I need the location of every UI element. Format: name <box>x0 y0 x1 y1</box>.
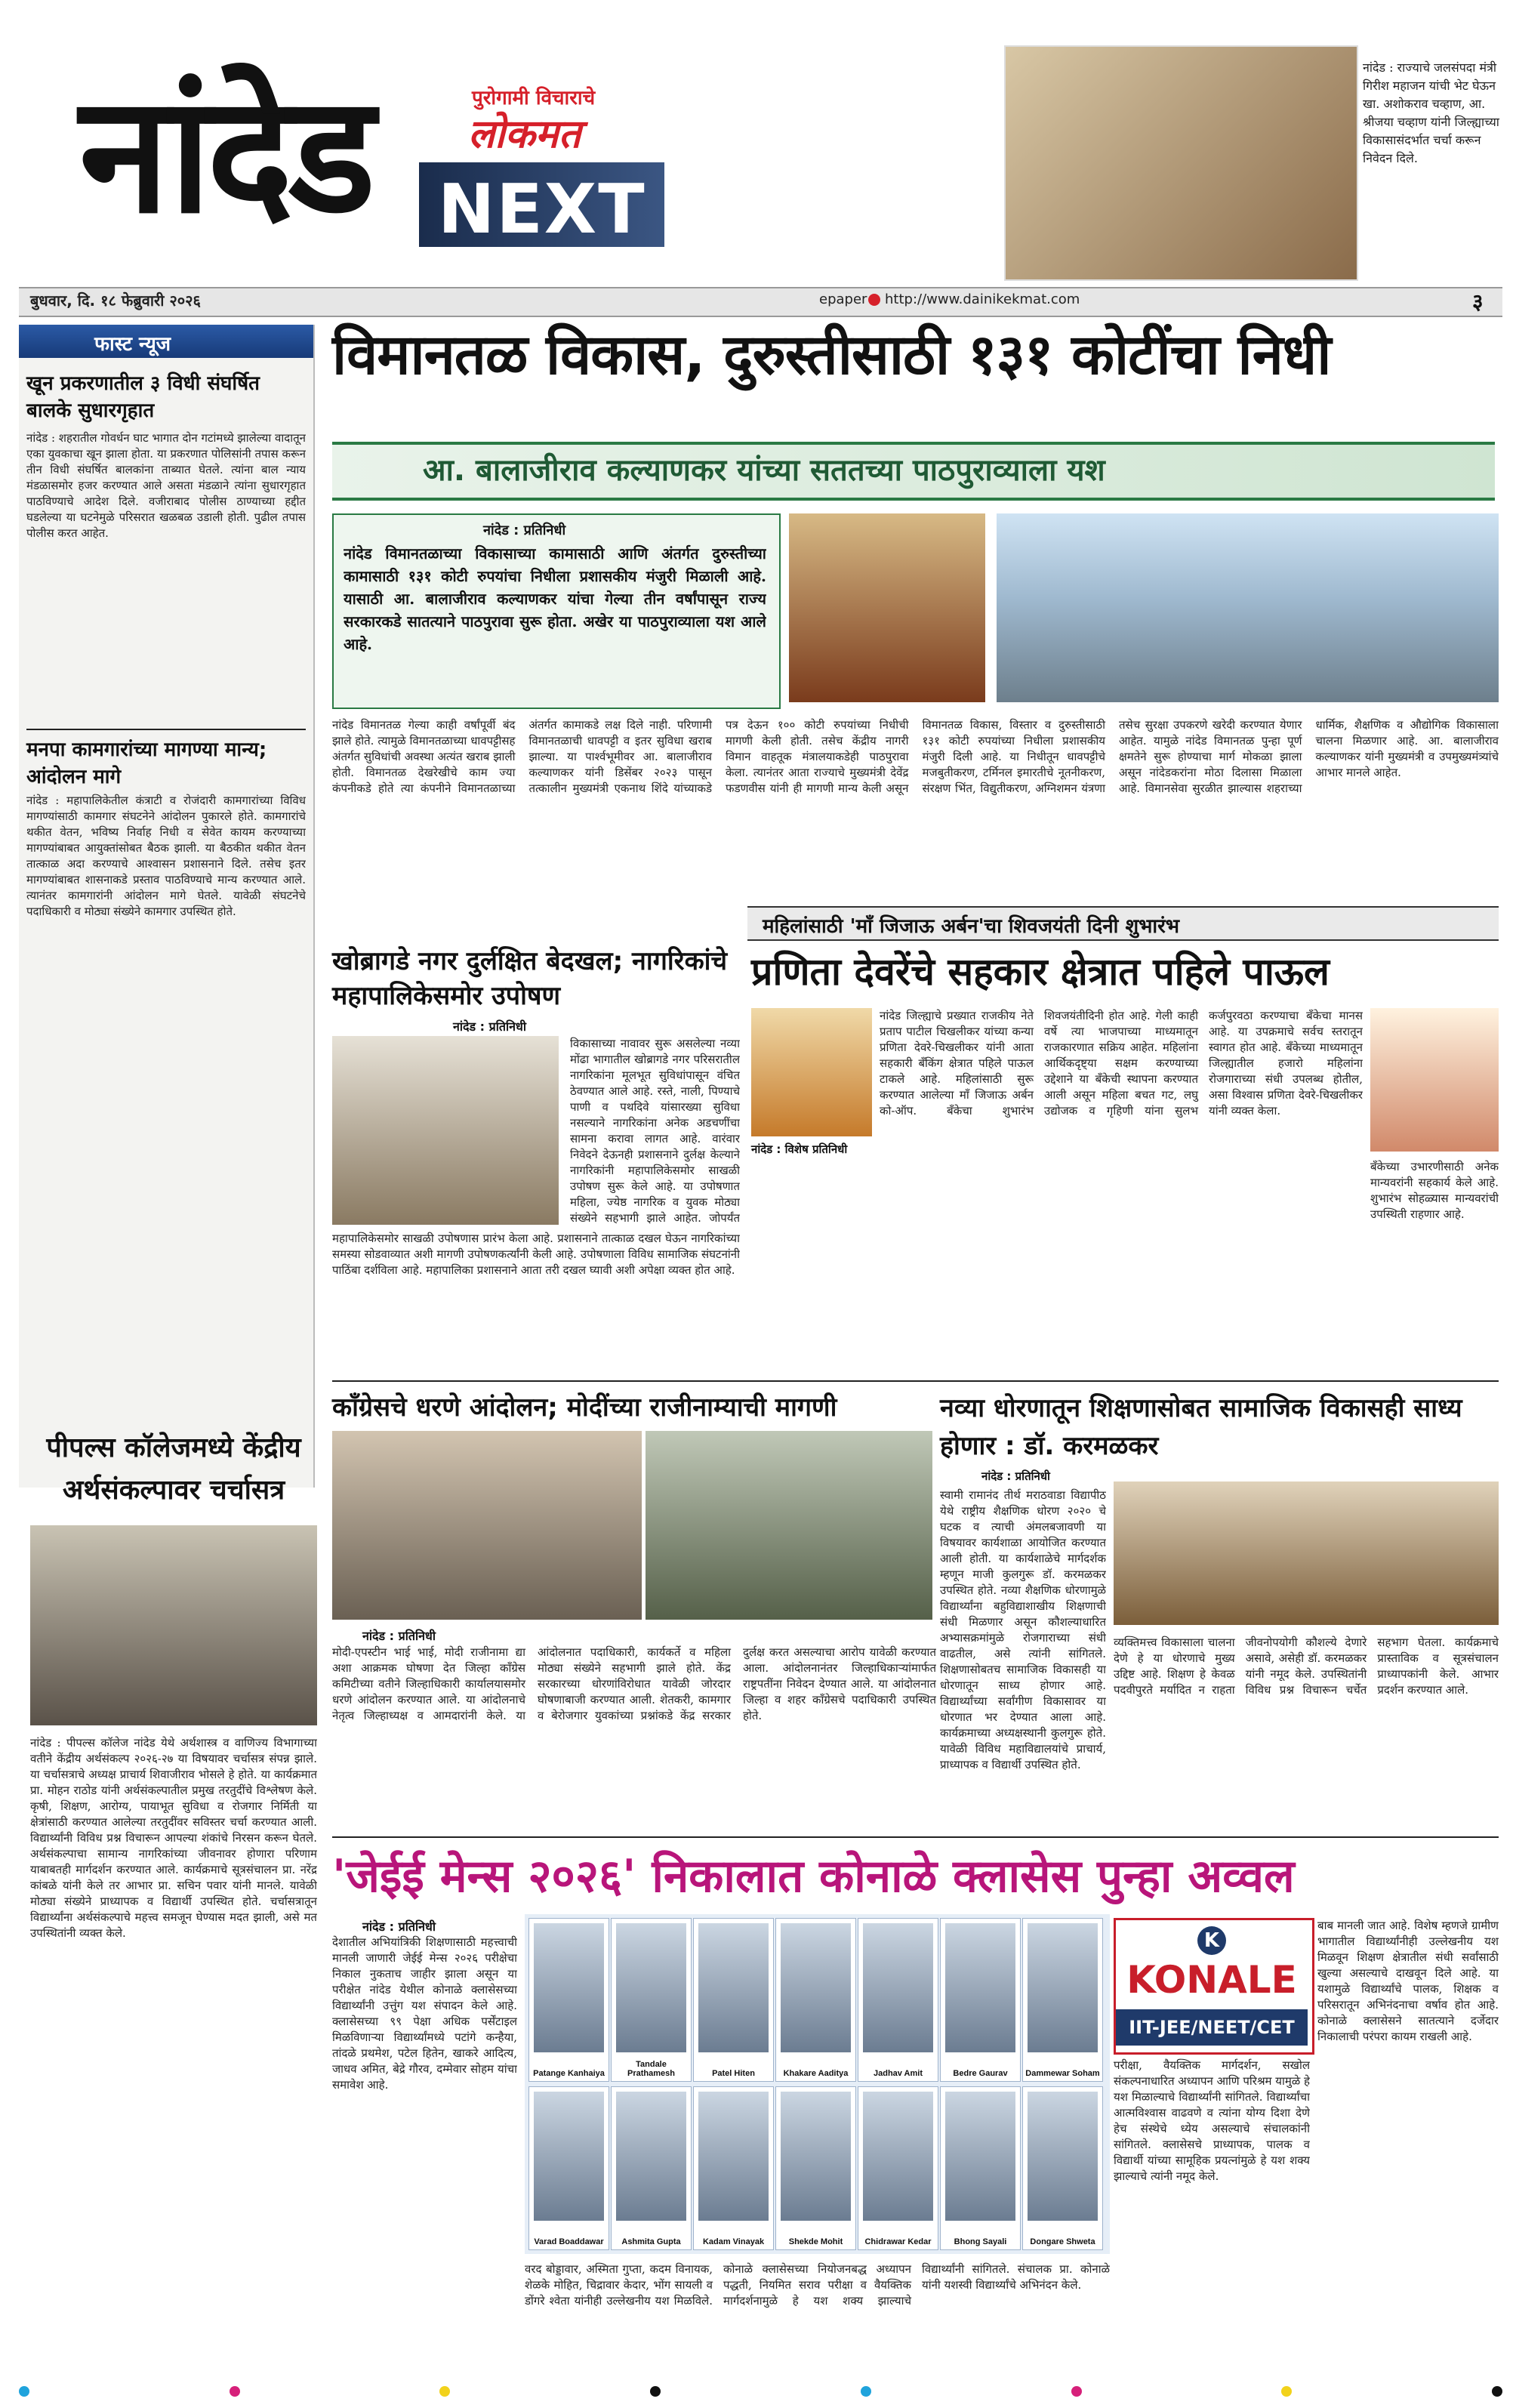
lead-headline: विमानतळ विकास, दुरुस्तीसाठी १३१ कोटींचा निधी <box>332 322 1331 387</box>
student-name: Bedre Gaurav <box>953 2069 1008 2078</box>
masthead-next <box>419 162 664 247</box>
congress-headline: काँग्रेसचे धरणे आंदोलन; मोदींच्या राजीनाम्याची मागणी <box>332 1392 837 1423</box>
student-card <box>693 1918 774 2082</box>
student-card <box>1022 2086 1103 2250</box>
student-name: Tandale Prathamesh <box>627 2060 675 2078</box>
student-photo <box>863 2092 933 2221</box>
congress-protest-photo <box>332 1431 642 1620</box>
jijau-photo <box>751 1008 872 1136</box>
jee-headline: 'जेईई मेन्स २०२६' निकालात कोनाळे क्लासेस पुन्हा अव्वल <box>332 1850 1295 1903</box>
fast-news-1-title: खून प्रकरणातील ३ विधी संघर्षित बालके सुधारगृहात <box>26 372 260 422</box>
student-photo <box>945 2092 1015 2221</box>
student-name: Dongare Shweta <box>1030 2237 1095 2246</box>
student-card <box>528 2086 609 2250</box>
divider <box>332 1836 1499 1838</box>
date-bar <box>19 287 1502 317</box>
epaper-url[interactable]: http://www.dainikekmat.com <box>885 291 1080 307</box>
khobragade-body-cont: महापालिकेसमोर साखळी उपोषणास प्रारंभ केला आहे. प्रशासनाने तात्काळ दखल घेऊन नागरिकांच्या समस्या सोडवाव्यात अशी मागणी उपोषणकर्त्यांनी केली आहे. उपोषणाला विविध सामाजिक संघटनांनी पाठिंबा दर्शविला आहे. महापालिका प्रशासनाने आता तरी दखल घ्यावी अशी अपेक्षा व्यक्त होत आहे. <box>332 1232 740 1277</box>
khobragade-body: विकासाच्या नावावर सुरू असलेल्या नव्या मोंढा भागातील खोब्रागडे नगर परिसरातील नागरिकांना मूलभूत सुविधांपासून वंचित ठेवण्यात आले आहे. रस्ते, नाली, पिण्याचे पाणी व पथदिवे यांसारख्या सुविधा नसल्याने नागरिकांना अनेक अडचणींचा सामना करावा लागत आहे. वारंवार निवेदने देऊनही प्रशासनाने दुर्लक्ष केल्याने नागरिकांनी महापालिकेसमोर साखळी उपोषण सुरू केले आहे. या उपोषणात महिला, ज्येष्ठ नागरिक व युवक मोठ्या संख्येने सहभागी झाले आहेत. जोपर्यंत <box>570 1037 740 1225</box>
airport-photo <box>997 513 1499 702</box>
shikshan-body: स्वामी रामानंद तीर्थ मराठवाडा विद्यापीठ येथे राष्ट्रीय शैक्षणिक धोरण २०२० चे घटक व त्याची अंमलबजावणी या विषयावर कार्यशाळा आयोजित करण्यात आली होती. या कार्यशाळेचे मार्गदर्शक म्हणून माजी कुलगुरू डॉ. करमळकर उपस्थित होते. नव्या शैक्षणिक धोरणामुळे विद्यार्थ्यांना बहुविद्याशाखीय शिक्षणाची संधी मिळणार असून कौशल्याधारित अभ्यासक्रमांमुळे रोजगाराच्या संधी वाढतील, असे त्यांनी सांगितले. शिक्षणासोबतच सामाजिक विकासही या धोरणातून साध्य होणार आहे. विद्यार्थ्यांच्या सर्वांगीण विकासावर या धोरणात भर देण्यात आला आहे. कार्यक्रमाच्या अध्यक्षस्थानी कुलगुरू होते. यावेळी विविध महाविद्यालयांचे प्राचार्य, प्राध्यापक व विद्यार्थी उपस्थित होते. <box>940 1488 1106 1771</box>
student-photo <box>1028 1923 1098 2052</box>
shikshan-dateline: नांदेड : प्रतिनिधी <box>981 1469 1050 1483</box>
epaper-icon <box>868 294 880 306</box>
jee-body-far: बाब मानली जात आहे. विशेष म्हणजे ग्रामीण भागातील विद्यार्थ्यांनीही उल्लेखनीय यश मिळवून शिक्षण क्षेत्रातील संधी सर्वांसाठी खुल्या असल्याचे दाखवून दिले आहे. या यशामुळे विद्यार्थ्यांचे पालक, शिक्षक व परिसरातून अभिनंदनाचा वर्षाव होत आहे. कोनाळे क्लासेसने सातत्याने दर्जेदार निकालाची परंपरा कायम राखली आहे. <box>1317 1919 1499 2043</box>
jee-body-left: देशातील अभियांत्रिकी शिक्षणासाठी महत्त्वाची मानली जाणारी जेईई मेन्स २०२६ परीक्षेचा निकाल नुकताच जाहीर झाला असून या परीक्षेत नांदेड येथील कोनाळे क्लासेसच्या विद्यार्थ्यांनी उत्तुंग यश संपादन केले आहे. क्लासेसच्या ९९ पेक्षा अधिक पर्सेंटाइल मिळविणाऱ्या विद्यार्थ्यांमध्ये पटांगे कन्हैया, तांदळे प्रथमेश, पटेल हितेन, खाकरे आदित्य, जाधव अमित, बेद्रे गौरव, दम्मेवार सोहम यांचा समावेश आहे. <box>332 1935 517 2092</box>
student-photo <box>616 2092 686 2221</box>
pranita-body: नांदेड जिल्ह्याचे प्रख्यात राजकीय नेते प्रताप पाटील चिखलीकर यांच्या कन्या प्रणिता देवरे-चिखलीकर यांनी आता सहकारी बँकिंग क्षेत्रात पहिले पाऊल टाकले आहे. महिलांसाठी सुरू करण्यात आलेल्या माँ जिजाऊ अर्बन को-ऑप. बँकेचा शुभारंभ शिवजयंतीदिनी होत आहे. गेली काही वर्षे त्या भाजपाच्या माध्यमातून राजकारणात सक्रिय आहेत. महिलांना आर्थिकदृष्ट्या सक्षम करण्याच्या उद्देशाने या बँकेची स्थापना करण्यात आली असून महिला बचत गट, लघु उद्योजक व गृहिणी यांना सुलभ कर्जपुरवठा करण्याचा बँकेचा मानस आहे. या उपक्रमाचे सर्वच स्तरातून स्वागत होत आहे. बँकेच्या माध्यमातून जिल्ह्यातील हजारो महिलांना रोजगाराच्या संधी उपलब्ध होतील, असा विश्वास प्रणिता देवरे-चिखलीकर यांनी व्यक्त केला. <box>880 1009 1363 1118</box>
student-photo <box>945 1923 1015 2052</box>
student-card <box>528 1918 609 2082</box>
fast-news-1-body: नांदेड : शहरातील गोवर्धन घाट भागात दोन गटांमध्ये झालेल्या वादातून एका युवकाचा खून झाला होता. या प्रकरणात पोलिसांनी तपास करून तीन विधी संघर्षित बालकांना ताब्यात घेतले. त्यांना बाल न्याय मंडळासमोर हजर करण्यात आले असता मंडळाने त्यांना सुधारगृहात पाठविण्याचे आदेश दिले. वजीराबाद पोलीस ठाण्याच्या हद्दीत घडलेल्या या घटनेमुळे परिसरात खळबळ उडाली होती. पुढील तपास पोलीस करत आहेत. <box>26 431 306 540</box>
congress-body: मोदी-एपस्टीन भाई भाई, मोदी राजीनामा द्या अशा आक्रमक घोषणा देत जिल्हा काँग्रेस कमिटीच्या वतीने जिल्हाधिकारी कार्यालयासमोर धरणे आंदोलन करण्यात आले. या आंदोलनाचे नेतृत्व जिल्हाध्यक्ष व आमदारांनी केले. या आंदोलनात पदाधिकारी, कार्यकर्ते व महिला मोठ्या संख्येने सहभागी झाले होते. केंद्र सरकारच्या धोरणांविरोधात यावेळी जोरदार घोषणाबाजी करण्यात आली. शेतकरी, कामगार व बेरोजगार युवकांच्या प्रश्नांकडे केंद्र सरकार दुर्लक्ष करत असल्याचा आरोप यावेळी करण्यात आला. आंदोलनानंतर जिल्हाधिकाऱ्यांमार्फत राष्ट्रपतींना निवेदन देण्यात आले. या आंदोलनात जिल्हा व शहर काँग्रेसचे पदाधिकारी उपस्थित होते. <box>332 1645 936 1722</box>
masthead-city: नांदेड <box>79 60 371 249</box>
mla-portrait-photo <box>789 513 985 702</box>
student-name: Bhong Sayali <box>954 2237 1007 2246</box>
congress-dateline: नांदेड : प्रतिनिधी <box>362 1629 436 1643</box>
lead-subhead: आ. बालाजीराव कल्याणकर यांच्या सततच्या पाठपुराव्याला यश <box>423 453 1105 488</box>
top-photo-caption: नांदेड : राज्याचे जलसंपदा मंत्री गिरीश महाजन यांची भेट घेऊन खा. अशोकराव चव्हाण, आ. श्रीजया चव्हाण यांनी जिल्ह्याच्या विकासासंदर्भात चर्चा करून निवेदन दिले. <box>1363 60 1499 165</box>
masthead-brand: लोकमत <box>468 112 581 157</box>
pranita-body-cont: बँकेच्या उभारणीसाठी अनेक मान्यवरांनी सहकार्य केले आहे. शुभारंभ सोहळ्यास मान्यवरांची उपस्थिती राहणार आहे. <box>1370 1160 1499 1221</box>
student-card <box>775 1918 856 2082</box>
konale-brand: KONALE <box>1126 1958 1297 2002</box>
next-logo-text: NEXT <box>438 170 646 249</box>
student-card <box>1022 1918 1103 2082</box>
khobragade-dateline: नांदेड : प्रतिनिधी <box>453 1019 526 1034</box>
student-card <box>775 2086 856 2250</box>
khobragade-headline: खोब्रागडे नगर दुर्लक्षित बेदखल; नागरिकांचे महापालिकेसमोर उपोषण <box>332 946 728 1011</box>
peoples-headline: पीपल्स कॉलेजमध्ये केंद्रीय अर्थसंकल्पावर चर्चासत्र <box>46 1432 301 1506</box>
student-name: Khakare Aaditya <box>783 2069 849 2078</box>
lead-intro: नांदेड विमानतळाच्या विकासाच्या कामासाठी आणि अंतर्गत दुरुस्तीच्या कामासाठी १३१ कोटी रुपयांचा निधीला प्रशासकीय मंजुरी मिळाली आहे. यासाठी आ. बालाजीराव कल्याणकर यांचा गेल्या तीन वर्षांपासून राज्य सरकारकडे सातत्याने पाठपुरावा सुरू होता. अखेर या पाठपुराव्याला यश आले आहे. <box>344 544 766 653</box>
student-photo <box>698 2092 769 2221</box>
student-photo <box>698 1923 769 2052</box>
konale-subtitle: IIT-JEE/NEET/CET <box>1116 2009 1308 2046</box>
peoples-body: नांदेड : पीपल्स कॉलेज नांदेड येथे अर्थशास्त्र व वाणिज्य विभागाच्या वतीने केंद्रीय अर्थसंकल्प २०२६-२७ या विषयावर चर्चासत्र संपन्न झाले. या चर्चासत्राचे अध्यक्ष प्राचार्य शिवाजीराव भोसले हे होते. या कार्यक्रमात प्रा. मोहन राठोड यांनी अर्थसंकल्पातील प्रमुख तरतुदींचे विश्लेषण केले. कृषी, शिक्षण, आरोग्य, पायाभूत सुविधा व रोजगार निर्मिती या क्षेत्रांसाठी करण्यात आलेल्या तरतुदींवर सविस्तर चर्चा करण्यात आली. विद्यार्थ्यांनी विविध प्रश्न विचारून आपल्या शंकांचे निरसन करून घेतले. अर्थसंकल्पाचा सामान्य नागरिकांच्या जीवनावर होणारा परिणाम याबाबतही मार्गदर्शन करण्यात आले. कार्यक्रमाचे सूत्रसंचालन प्रा. नरेंद्र कांबळे यांनी केले तर आभार प्रा. सचिन पवार यांनी मानले. यावेळी मोठ्या संख्येने प्राध्यापक व विद्यार्थी उपस्थित होते. चर्चासत्रातून विद्यार्थ्यांना अर्थसंकल्पाचे महत्त्व समजून घेण्यास मदत झाली, असे मत उपस्थितांनी व्यक्त केले. <box>30 1736 317 1940</box>
jee-dateline: नांदेड : प्रतिनिधी <box>362 1919 436 1934</box>
student-name: Jadhav Amit <box>873 2069 923 2078</box>
divider <box>26 729 306 730</box>
epaper-label: epaper <box>819 291 867 307</box>
mahila-banner <box>747 906 1499 941</box>
student-card <box>693 2086 774 2250</box>
student-card <box>611 2086 692 2250</box>
top-photo <box>1004 45 1358 281</box>
congress-protest-photo-2 <box>646 1431 932 1620</box>
student-name: Patel Hiten <box>712 2069 755 2078</box>
student-name: Shekde Mohit <box>788 2237 843 2246</box>
fast-news-2-title: मनपा कामगारांच्या मागण्या मान्य; आंदोलन मागे <box>26 738 267 788</box>
shikshan-workshop-photo <box>1114 1481 1499 1625</box>
page-number: ३ <box>1472 289 1484 314</box>
student-name: Dammewar Soham <box>1025 2069 1100 2078</box>
jee-body-konale: परीक्षा, वैयक्तिक मार्गदर्शन, सखोल संकल्पनाधारित अध्यापन आणि परिश्रम यामुळे हे यश मिळाल्याचे विद्यार्थ्यांनी सांगितले. विद्यार्थ्यांचा आत्मविश्वास वाढवणे व त्यांना योग्य दिशा देणे हेच संस्थेचे ध्येय असल्याचे संचालकांनी सांगितले. क्लासेसचे प्राध्यापक, पालक व विद्यार्थी यांच्या सामूहिक प्रयत्नांमुळे हे यश शक्य झाल्याचे त्यांनी नमूद केले. <box>1114 2058 1310 2183</box>
pranita-dateline: नांदेड : विशेष प्रतिनिधी <box>751 1142 848 1156</box>
mahila-banner-text: महिलांसाठी 'माँ जिजाऊ अर्बन'चा शिवजयंती दिनी शुभारंभ <box>763 915 1180 938</box>
student-name: Varad Boaddawar <box>534 2237 604 2246</box>
student-card <box>858 1918 938 2082</box>
registration-marks <box>19 2386 1502 2400</box>
pranita-photo <box>1370 1008 1499 1152</box>
shikshan-headline: नव्या धोरणातून शिक्षणासोबत सामाजिक विकासही साध्य होणार : डॉ. करमळकर <box>940 1393 1462 1461</box>
pranita-headline: प्रणिता देवरेंचे सहकार क्षेत्रात पहिले पाऊल <box>751 950 1330 994</box>
student-photo <box>863 1923 933 2052</box>
konale-ad[interactable] <box>1114 1918 1314 2055</box>
jee-student-cards <box>528 1918 1106 2250</box>
peoples-seminar-photo <box>30 1525 317 1725</box>
date-line: बुधवार, दि. १८ फेब्रुवारी २०२६ <box>30 291 201 310</box>
lead-body: नांदेड विमानतळ गेल्या काही वर्षांपूर्वी बंद झाले होते. त्यामुळे विमानतळाच्या धावपट्टीसह अंतर्गत सुविधांची अवस्था अत्यंत खराब झाली होती. विमानतळ देखरेखीचे काम ज्या कंपनीकडे होते त्या कंपनीने विमानतळाच्या अंतर्गत कामाकडे लक्ष दिले नाही. परिणामी विमानतळाची धावपट्टी व इतर सुविधा खराब झाल्या. या पार्श्वभूमीवर आ. बालाजीराव कल्याणकर यांनी डिसेंबर २०२३ पासून तत्कालीन मुख्यमंत्री एकनाथ शिंदे यांच्याकडे पत्र देऊन १०० कोटी रुपयांच्या निधीची मागणी केली होती. तसेच केंद्रीय नागरी विमान वाहतूक मंत्रालयाकडेही पाठपुरावा केला. त्यानंतर आता राज्याचे मुख्यमंत्री देवेंद्र फडणवीस यांनी ही मागणी मान्य केली असून विमानतळ विकास, विस्तार व दुरुस्तीसाठी १३१ कोटी रुपयांच्या निधीला प्रशासकीय मंजुरी दिली आहे. या निधीतून धावपट्टीचे मजबुतीकरण, टर्मिनल इमारतीचे नूतनीकरण, संरक्षण भिंत, विद्युतीकरण, अग्निशमन यंत्रणा तसेच सुरक्षा उपकरणे खरेदी करण्यात येणार आहेत. यामुळे नांदेड विमानतळ पुन्हा पूर्ण क्षमतेने सुरू होण्याचा मार्ग मोकळा झाला असून नांदेडकरांना मोठा दिलासा मिळाला आहे. विमानसेवा सुरळीत झाल्यास शहराच्या धार्मिक, शैक्षणिक व औद्योगिक विकासाला चालना मिळणार आहे. आ. बालाजीराव कल्याणकर यांनी मुख्यमंत्री व उपमुख्यमंत्र्यांचे आभार मानले आहेत. <box>332 718 1499 795</box>
student-card <box>940 2086 1021 2250</box>
jee-body-right: वरद बोड्डावार, अस्मिता गुप्ता, कदम विनायक, शेळके मोहित, चिद्रावार केदार, भोंग सायली व डोंगरे श्वेता यांनीही उल्लेखनीय यश मिळविले. कोनाळे क्लासेसच्या नियोजनबद्ध अध्यापन पद्धती, नियमित सराव परीक्षा व वैयक्तिक मार्गदर्शनामुळे हे यश शक्य झाल्याचे विद्यार्थ्यांनी सांगितले. संचालक प्रा. कोनाळे यांनी यशस्वी विद्यार्थ्यांचे अभिनंदन केले. <box>525 2262 1110 2308</box>
student-photo <box>534 2092 604 2221</box>
student-card <box>940 1918 1021 2082</box>
konale-logo-icon: K <box>1197 1926 1226 1955</box>
khobragade-protest-photo <box>332 1036 559 1225</box>
student-name: Ashmita Gupta <box>621 2237 681 2246</box>
student-photo <box>616 1923 686 2052</box>
fast-news-header <box>19 325 313 358</box>
student-name: Kadam Vinayak <box>702 2237 765 2246</box>
student-photo <box>781 1923 851 2052</box>
lead-dateline: नांदेड : प्रतिनिधी <box>483 523 566 538</box>
student-name: Chidrawar Kedar <box>864 2237 932 2246</box>
fast-news-label: फास्ट न्यूज <box>94 333 171 356</box>
student-photo <box>781 2092 851 2221</box>
student-card <box>858 2086 938 2250</box>
student-photo <box>534 1923 604 2052</box>
divider <box>332 1380 1499 1382</box>
fast-news-2-body: नांदेड : महापालिकेतील कंत्राटी व रोजंदारी कामगारांच्या विविध मागण्यांसाठी कामगार संघटनेने आंदोलन पुकारले होते. कामगारांचे थकीत वेतन, भविष्य निर्वाह निधी व सेवेत कायम करण्याच्या मागण्यांबाबत आयुक्तांसोबत बैठक झाली. या बैठकीत थकीत वेतन तात्काळ अदा करण्याचे आश्वासन प्रशासनाने दिले. तसेच इतर मागण्यांबाबत शासनाकडे प्रस्ताव पाठविण्याचे मान्य करण्यात आले. त्यानंतर कामगारांनी आंदोलन मागे घेतले. यावेळी संघटनेचे पदाधिकारी व मोठ्या संख्येने कामगार उपस्थित होते. <box>26 794 306 918</box>
student-card <box>611 1918 692 2082</box>
shikshan-body-cont: व्यक्तिमत्त्व विकासाला चालना देणे हे या धोरणाचे मुख्य उद्दिष्ट आहे. शिक्षण हे केवळ पदवीपुरते मर्यादित न राहता जीवनोपयोगी कौशल्ये देणारे असावे, असेही डॉ. करमळकर यांनी नमूद केले. उपस्थितांनी विविध प्रश्न विचारून चर्चेत सहभाग घेतला. कार्यक्रमाचे प्रास्ताविक व सूत्रसंचालन प्राध्यापकांनी केले. आभार प्रदर्शन करण्यात आले. <box>1114 1636 1499 1697</box>
masthead-tagline: पुरोगामी विचाराचे <box>472 87 596 109</box>
student-name: Patange Kanhaiya <box>533 2069 605 2078</box>
student-photo <box>1028 2092 1098 2221</box>
